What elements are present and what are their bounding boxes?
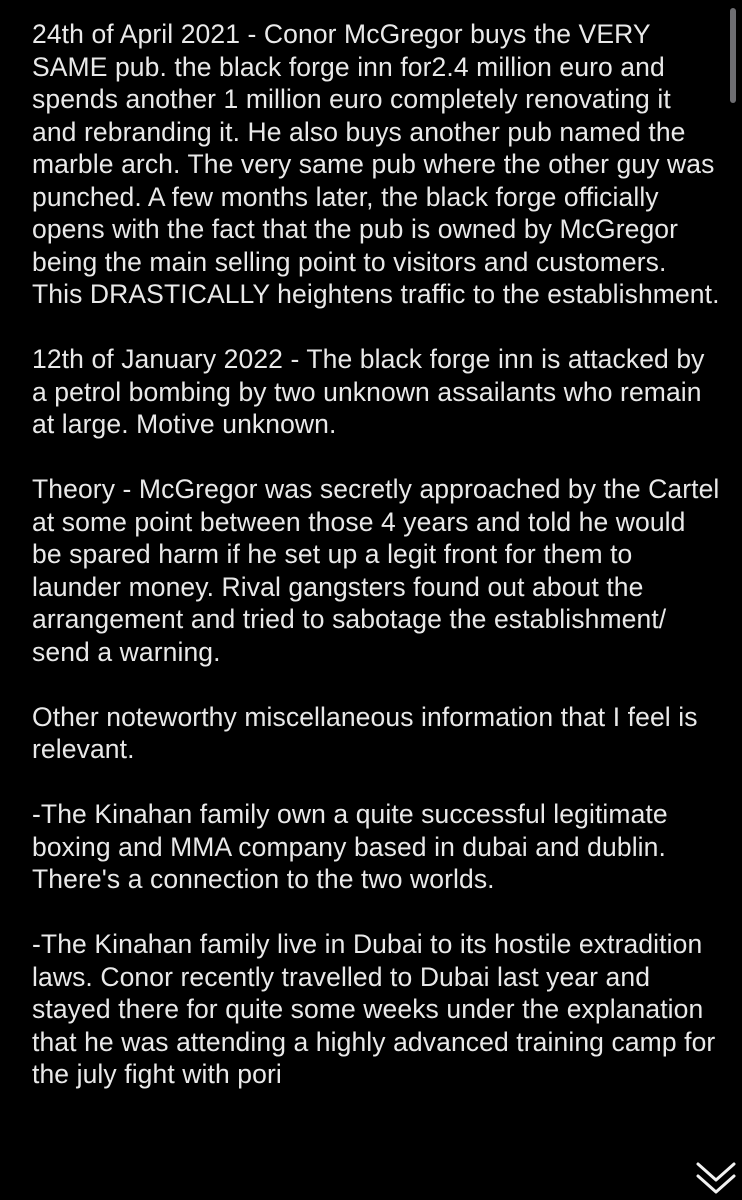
note-paragraph-5: -The Kinahan family own a quite successful legitimate boxing and MMA company based in dubai and dublin. There's a connection to the two worlds. [32,799,668,894]
double-chevron-down-icon[interactable] [694,1158,738,1198]
note-body[interactable] [32,18,722,1123]
note-paragraph-2: 12th of January 2022 - The black forge inn is attacked by a petrol bombing by two unknown assailants who remain at large. Motive unknown. [32,344,705,439]
scrollbar-thumb[interactable] [730,8,736,103]
note-paragraph-1: 24th of April 2021 - Conor McGregor buys the VERY SAME pub. the black forge inn for2.4 million euro and spends another 1 million euro completely renovating it and rebranding it. He also buys another pub named the marble arch. The very same pub where the other guy was punched. A few months later, the black forge officially opens with the fact that the pub is owned by McGregor being the main selling point to visitors and customers. This DRASTICALLY heightens traffic to the establishment. [32,19,720,309]
note-paragraph-4: Other noteworthy miscellaneous information that I feel is relevant. [32,701,698,764]
note-paragraph-6: -The Kinahan family live in Dubai to its hostile extradition laws. Conor recently travelled to Dubai last year and stayed there for quite some weeks under the explanation that he was attending a highly advanced training camp for the july fight with pori [32,929,716,1089]
note-paragraph-3: Theory - McGregor was secretly approached by the Cartel at some point between those 4 years and told he would be spared harm if he set up a legit front for them to launder money. Rival gangsters found out about the arrangement and tried to sabotage the establishment/ send a warning. [32,474,720,667]
